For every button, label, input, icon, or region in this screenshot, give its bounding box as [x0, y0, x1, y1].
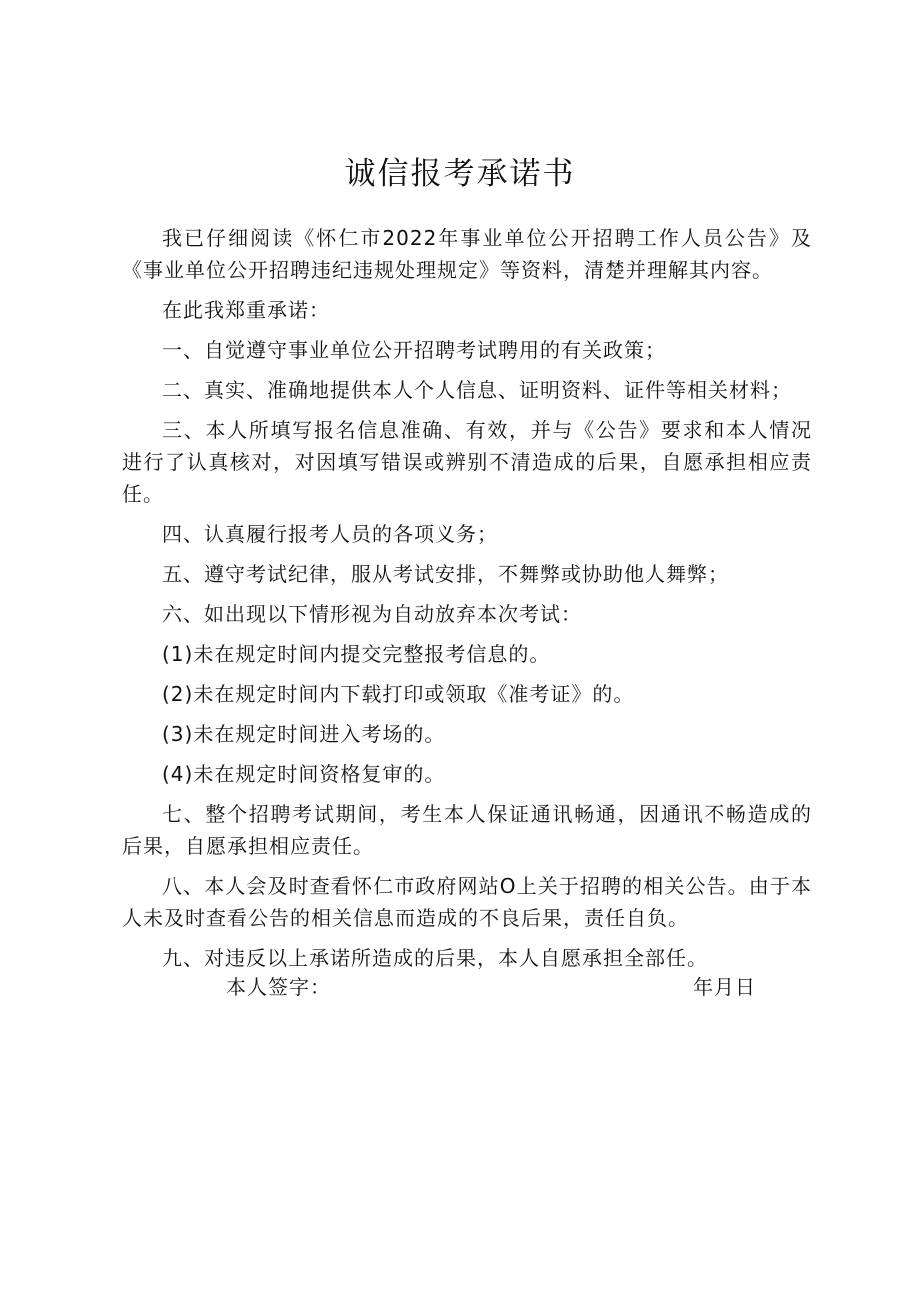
document-body: [122, 222, 812, 974]
date-label: 年月日: [693, 975, 756, 999]
paragraph-item-8: 八、本人会及时查看怀仁市政府网站O上关于招聘的相关公告。由于本人未及时查看公告的相关信息而造成的不良后果，责任自负。: [122, 874, 812, 930]
paragraph-item-2: 二、真实、准确地提供本人个人信息、证明资料、证件等相关材料；: [162, 378, 792, 402]
paragraph-item-5: 五、遵守考试纪律，服从考试安排，不舞弊或协助他人舞弊；: [162, 562, 729, 586]
paragraph-item-7: 七、整个招聘考试期间，考生本人保证通讯畅通，因通讯不畅造成的后果，自愿承担相应责任。: [122, 802, 812, 858]
paragraph-solemn-promise: 在此我郑重承诺：: [162, 298, 330, 322]
paragraph-item-4: 四、认真履行报考人员的各项义务；: [162, 522, 498, 546]
signature-label: 本人签字：: [226, 975, 331, 999]
paragraph-subitem-3: (3)未在规定时间进入考场的。: [162, 722, 446, 746]
paragraph-intro: 我已仔细阅读《怀仁市2022年事业单位公开招聘工作人员公告》及《事业单位公开招聘违纪违规处理规定》等资料，清楚并理解其内容。: [122, 226, 812, 282]
paragraph-subitem-2: (2)未在规定时间内下载打印或领取《准考证》的。: [162, 682, 635, 706]
paragraph-subitem-1: (1)未在规定时间内提交完整报考信息的。: [162, 642, 551, 666]
paragraph-item-1: 一、自觉遵守事业单位公开招聘考试聘用的有关政策；: [162, 338, 666, 362]
document-title: 诚信报考承诺书: [344, 156, 576, 192]
signature-row: [226, 969, 756, 1005]
paragraph-subitem-4: (4)未在规定时间资格复审的。: [162, 762, 446, 786]
paragraph-item-3: 三、本人所填写报名信息准确、有效，并与《公告》要求和本人情况进行了认真核对，对因填写错误或辨别不清造成的后果，自愿承担相应责任。: [122, 418, 812, 506]
paragraph-item-9: 九、对违反以上承诺所造成的后果，本人自愿承担全部任。: [162, 946, 708, 970]
paragraph-item-6: 六、如出现以下情形视为自动放弃本次考试：: [162, 602, 582, 626]
